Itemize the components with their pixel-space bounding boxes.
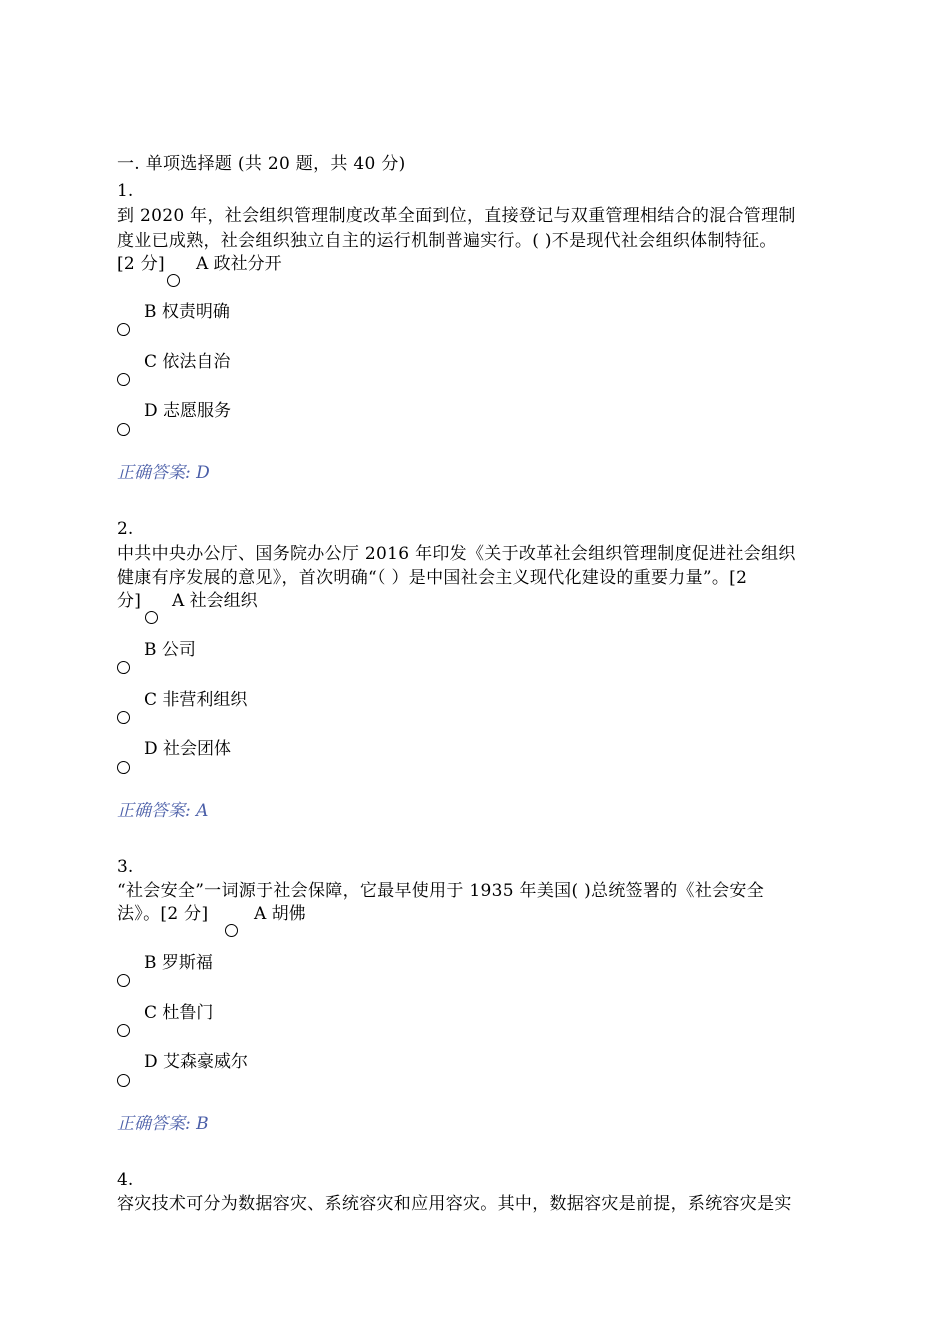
option-d-radio[interactable]: [117, 423, 130, 436]
section-title: 一. 单项选择题 (共 20 题，共 40 分): [117, 154, 406, 174]
question-stem-line: 容灾技术可分为数据容灾、系统容灾和应用容灾。其中，数据容灾是前提，系统容灾是实: [117, 1194, 792, 1214]
question-number: 2.: [117, 519, 134, 539]
question-number: 4.: [117, 1170, 134, 1190]
option-c-radio[interactable]: [117, 373, 130, 386]
question-score: 分]: [117, 591, 142, 611]
option-label-d: D 社会团体: [144, 739, 232, 759]
option-a-radio[interactable]: [225, 924, 238, 937]
option-d-radio[interactable]: [117, 761, 130, 774]
option-label-a: A 社会组织: [172, 591, 258, 611]
option-c-radio[interactable]: [117, 1024, 130, 1037]
option-label-b: B 权责明确: [144, 302, 230, 322]
option-b-radio[interactable]: [117, 974, 130, 987]
question-stem-line: 中共中央办公厅、国务院办公厅 2016 年印发《关于改革社会组织管理制度促进社会组织: [117, 544, 796, 564]
question-stem-line: 健康有序发展的意见》，首次明确“（ ）是中国社会主义现代化建设的重要力量”。[2: [117, 568, 748, 588]
question-stem-line: 度业已成熟，社会组织独立自主的运行机制普遍实行。( )不是现代社会组织体制特征。: [117, 231, 777, 251]
option-b-radio[interactable]: [117, 323, 130, 336]
option-label-d: D 艾森豪威尔: [144, 1052, 249, 1072]
question-number: 3.: [117, 857, 134, 877]
option-b-radio[interactable]: [117, 661, 130, 674]
question-number: 1.: [117, 181, 134, 201]
option-label-a: A 胡佛: [254, 904, 306, 924]
option-label-b: B 公司: [144, 640, 196, 660]
option-label-d: D 志愿服务: [144, 401, 232, 421]
correct-answer: 正确答案: D: [117, 463, 210, 483]
option-a-radio[interactable]: [145, 611, 158, 624]
option-c-radio[interactable]: [117, 711, 130, 724]
option-a-radio[interactable]: [167, 274, 180, 287]
correct-answer: 正确答案: B: [117, 1114, 209, 1134]
option-label-b: B 罗斯福: [144, 953, 213, 973]
question-stem-line: 到 2020 年，社会组织管理制度改革全面到位，直接登记与双重管理相结合的混合管理制: [117, 206, 796, 226]
question-score: 法》。[2 分]: [117, 904, 209, 924]
correct-answer: 正确答案: A: [117, 801, 209, 821]
question-score: [2 分]: [117, 254, 165, 274]
question-stem-line: “社会安全”一词源于社会保障，它最早使用于 1935 年美国( )总统签署的《社会安全: [117, 881, 765, 901]
option-label-c: C 杜鲁门: [144, 1003, 214, 1023]
option-label-c: C 依法自治: [144, 352, 231, 372]
option-d-radio[interactable]: [117, 1074, 130, 1087]
option-label-c: C 非营利组织: [144, 690, 248, 710]
option-label-a: A 政社分开: [196, 254, 282, 274]
